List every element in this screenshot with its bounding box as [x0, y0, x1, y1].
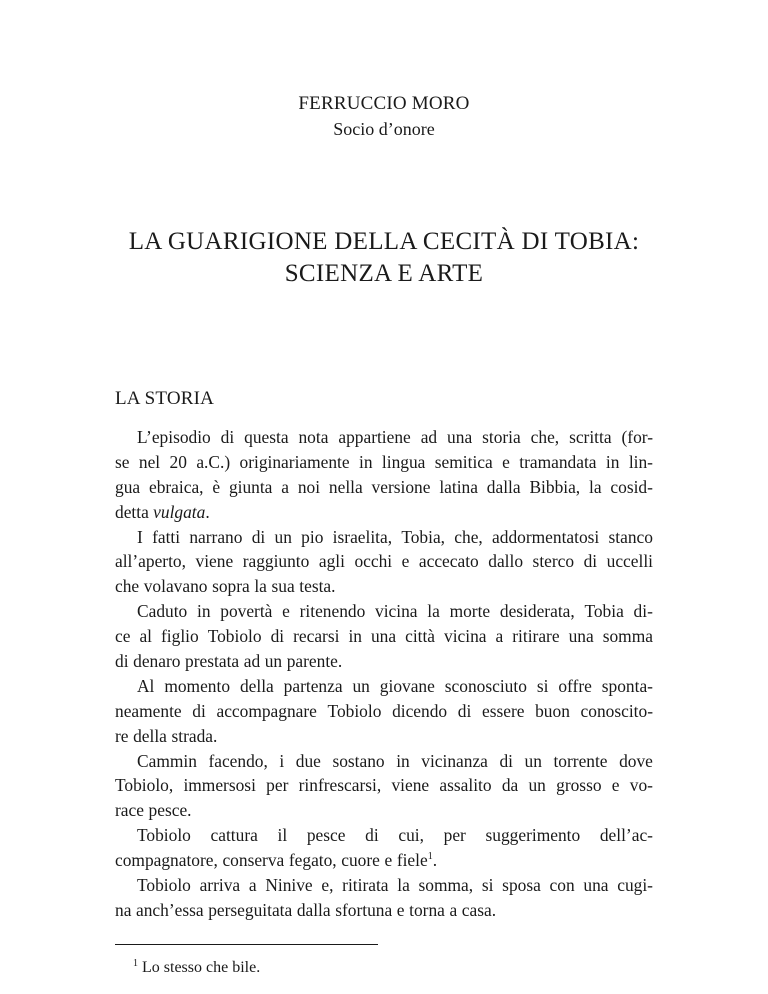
footnote-reference: 1 [427, 851, 433, 863]
text-line: Tobiolo arriva a Ninive e, ritirata la somma, si sposa con una cugi- [137, 875, 653, 896]
text-line: Cammin facendo, i due sostano in vicinanza di un torrente dove [137, 750, 653, 771]
footnote-rule [115, 944, 378, 945]
text-line: Caduto in povertà e ritenendo vicina la morte desiderata, Tobia di- [137, 601, 653, 622]
text-line: se nel 20 a.C.) originariamente in lingua semitica e tramandata in lin- [115, 451, 653, 472]
text-line: di denaro prestata ad un parente. [115, 651, 343, 672]
text-line: I fatti narrano di un pio israelita, Tobia, che, addormentatosi stanco [137, 526, 653, 547]
paragraph [115, 873, 653, 923]
author-role: Socio d’onore [333, 119, 435, 139]
footnote-marker: 1 [133, 958, 138, 969]
emphasized-term: vulgata [153, 501, 206, 522]
paragraph [115, 674, 653, 749]
text-line: na anch’essa perseguitata dalla sfortuna e torna a casa. [115, 899, 497, 920]
paragraph [115, 599, 653, 674]
text-line: detta vulgata. [115, 501, 210, 522]
footnote [133, 959, 260, 977]
text-line: gua ebraica, è giunta a noi nella versione latina dalla Bibbia, la cosid- [115, 476, 653, 497]
text-line: Tobiolo, immersosi per rinfrescarsi, viene assalito da un grosso e vo- [115, 775, 653, 796]
text-line: neamente di accompagnare Tobiolo dicendo di essere buon conoscito- [115, 700, 653, 721]
paragraph [115, 425, 653, 525]
text-line: Al momento della partenza un giovane sconosciuto si offre sponta- [137, 675, 653, 696]
text-line: L’episodio di questa nota appartiene ad una storia che, scritta (for- [137, 427, 653, 447]
footnote-text: Lo stesso che bile. [142, 959, 261, 976]
text-line: ce al figlio Tobiolo di recarsi in una città vicina a ritirare una somma [115, 626, 653, 647]
paragraph [115, 823, 653, 873]
paragraph [115, 749, 653, 824]
text-line: Tobiolo cattura il pesce di cui, per suggerimento dell’ac- [137, 825, 653, 846]
title-line-2: SCIENZA E ARTE [284, 260, 484, 287]
text-line: compagnatore, conserva fegato, cuore e fiele$^1$. [115, 850, 438, 871]
text-line: all’aperto, viene raggiunto agli occhi e accecato dallo sterco di uccelli [115, 551, 653, 572]
author-name: FERRUCCIO MORO [298, 93, 470, 114]
text-line: race pesce. [115, 800, 192, 821]
body-text [115, 425, 653, 923]
article-title [0, 226, 768, 290]
section-heading: LA STORIA [115, 388, 215, 409]
text-line: re della strada. [115, 725, 218, 746]
title-line-1: LA GUARIGIONE DELLA CECITÀ DI TOBIA: [128, 228, 640, 255]
paragraph [115, 525, 653, 600]
text-line: che volavano sopra la sua testa. [115, 576, 336, 597]
